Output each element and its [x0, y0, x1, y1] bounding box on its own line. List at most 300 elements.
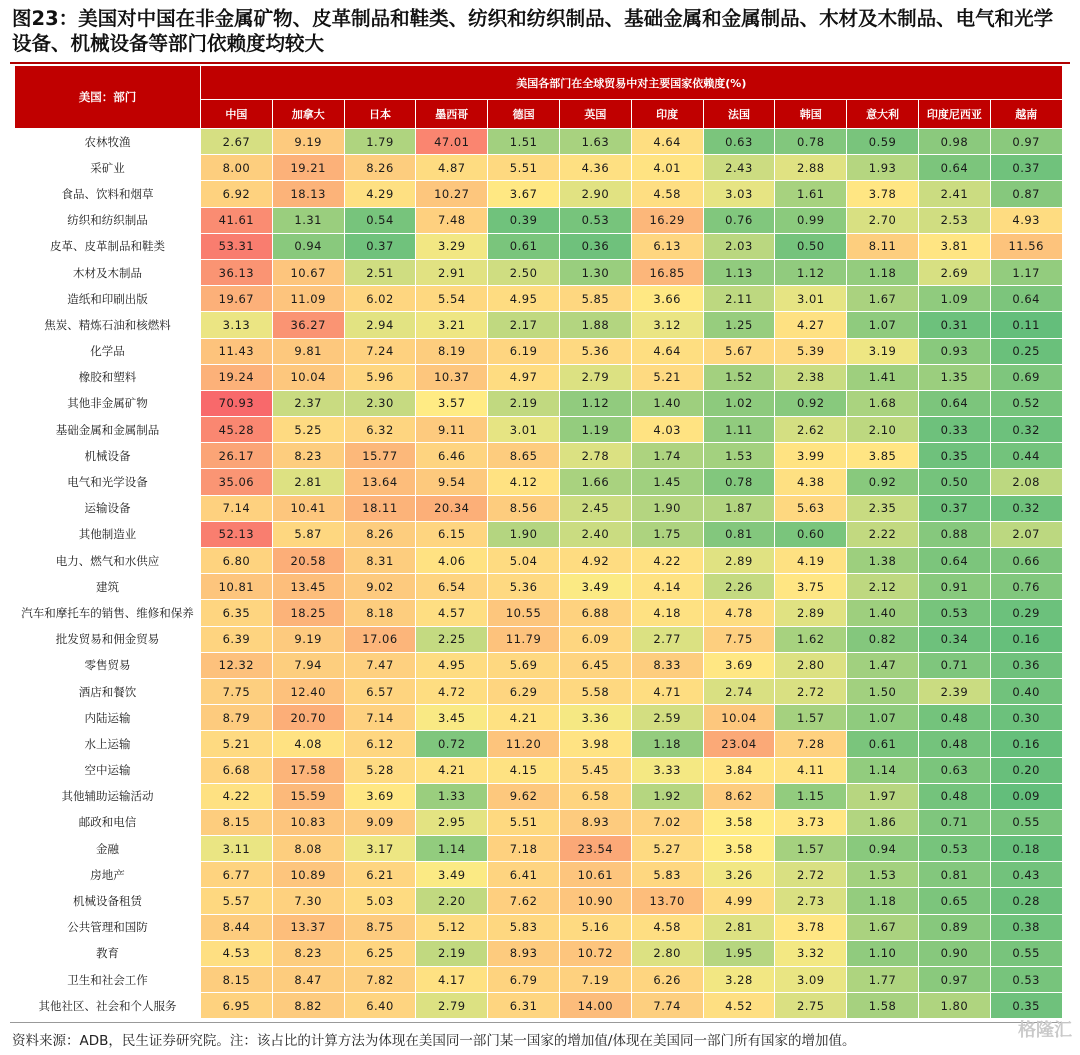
- table-row: [15, 993, 1063, 1019]
- heatmap-cell: 1.68: [847, 390, 919, 416]
- heatmap-cell: 23.04: [703, 731, 775, 757]
- heatmap-cell: 4.64: [631, 338, 703, 364]
- heatmap-cell: 4.95: [416, 652, 488, 678]
- heatmap-cell: 10.90: [559, 888, 631, 914]
- heatmap-cell: 1.18: [631, 731, 703, 757]
- heatmap-body: [15, 129, 1063, 1019]
- sector-label: 其他社区、社会和个人服务: [15, 993, 201, 1019]
- heatmap-cell: 0.63: [703, 129, 775, 155]
- heatmap-cell: 5.85: [559, 286, 631, 312]
- heatmap-cell: 5.03: [344, 888, 416, 914]
- heatmap-cell: 2.91: [416, 259, 488, 285]
- heatmap-cell: 0.64: [918, 548, 990, 574]
- title-divider: [10, 62, 1070, 64]
- heatmap-cell: 3.57: [416, 390, 488, 416]
- heatmap-cell: 0.48: [918, 705, 990, 731]
- heatmap-cell: 0.69: [990, 364, 1062, 390]
- heatmap-cell: 8.44: [201, 914, 273, 940]
- heatmap-cell: 0.64: [990, 286, 1062, 312]
- heatmap-cell: 8.93: [559, 809, 631, 835]
- sector-label: 电力、燃气和水供应: [15, 548, 201, 574]
- heatmap-cell: 1.52: [703, 364, 775, 390]
- heatmap-cell: 1.93: [847, 155, 919, 181]
- sector-label: 纺织和纺织制品: [15, 207, 201, 233]
- heatmap-cell: 4.27: [775, 312, 847, 338]
- heatmap-cell: 7.02: [631, 809, 703, 835]
- heatmap-cell: 2.77: [631, 626, 703, 652]
- table-row: [15, 443, 1063, 469]
- heatmap-cell: 5.69: [488, 652, 560, 678]
- sector-label: 橡胶和塑料: [15, 364, 201, 390]
- heatmap-cell: 5.83: [631, 862, 703, 888]
- heatmap-cell: 7.19: [559, 967, 631, 993]
- heatmap-cell: 36.13: [201, 259, 273, 285]
- heatmap-cell: 6.12: [344, 731, 416, 757]
- heatmap-cell: 10.04: [703, 705, 775, 731]
- heatmap-cell: 10.83: [272, 809, 344, 835]
- heatmap-cell: 3.49: [416, 862, 488, 888]
- heatmap-cell: 2.79: [416, 993, 488, 1019]
- table-row: [15, 914, 1063, 940]
- heatmap-cell: 0.78: [703, 469, 775, 495]
- sector-label: 空中运输: [15, 757, 201, 783]
- sector-label: 批发贸易和佣金贸易: [15, 626, 201, 652]
- table-row: [15, 469, 1063, 495]
- heatmap-cell: 0.66: [990, 548, 1062, 574]
- heatmap-cell: 6.68: [201, 757, 273, 783]
- table-row: [15, 940, 1063, 966]
- heatmap-cell: 3.81: [918, 233, 990, 259]
- heatmap-cell: 6.46: [416, 443, 488, 469]
- heatmap-cell: 4.29: [344, 181, 416, 207]
- heatmap-cell: 2.70: [847, 207, 919, 233]
- heatmap-cell: 14.00: [559, 993, 631, 1019]
- heatmap-cell: 41.61: [201, 207, 273, 233]
- heatmap-cell: 3.03: [703, 181, 775, 207]
- heatmap-cell: 6.41: [488, 862, 560, 888]
- heatmap-cell: 1.02: [703, 390, 775, 416]
- heatmap-cell: 8.75: [344, 914, 416, 940]
- heatmap-cell: 7.62: [488, 888, 560, 914]
- heatmap-cell: 5.83: [488, 914, 560, 940]
- heatmap-cell: 0.20: [990, 757, 1062, 783]
- heatmap-cell: 2.90: [559, 181, 631, 207]
- heatmap-cell: 4.15: [488, 757, 560, 783]
- heatmap-cell: 2.19: [488, 390, 560, 416]
- heatmap-cell: 52.13: [201, 521, 273, 547]
- heatmap-cell: 5.45: [559, 757, 631, 783]
- sector-label: 建筑: [15, 574, 201, 600]
- sector-header: 美国：部门: [15, 66, 201, 129]
- table-row: [15, 417, 1063, 443]
- heatmap-cell: 1.90: [488, 521, 560, 547]
- heatmap-cell: 0.48: [918, 783, 990, 809]
- heatmap-cell: 6.79: [488, 967, 560, 993]
- heatmap-cell: 0.11: [990, 312, 1062, 338]
- heatmap-cell: 1.47: [847, 652, 919, 678]
- heatmap-cell: 8.93: [488, 940, 560, 966]
- heatmap-cell: 1.92: [631, 783, 703, 809]
- heatmap-cell: 4.01: [631, 155, 703, 181]
- heatmap-cell: 0.71: [918, 652, 990, 678]
- heatmap-cell: 5.57: [201, 888, 273, 914]
- heatmap-cell: 4.53: [201, 940, 273, 966]
- heatmap-cell: 2.81: [703, 914, 775, 940]
- heatmap-cell: 10.41: [272, 495, 344, 521]
- heatmap-cell: 35.06: [201, 469, 273, 495]
- heatmap-cell: 3.49: [559, 574, 631, 600]
- heatmap-cell: 0.71: [918, 809, 990, 835]
- heatmap-cell: 2.26: [703, 574, 775, 600]
- heatmap-cell: 2.37: [272, 390, 344, 416]
- heatmap-cell: 0.59: [847, 129, 919, 155]
- heatmap-cell: 1.77: [847, 967, 919, 993]
- sector-label: 运输设备: [15, 495, 201, 521]
- heatmap-cell: 6.35: [201, 600, 273, 626]
- heatmap-cell: 3.26: [703, 862, 775, 888]
- heatmap-cell: 0.90: [918, 940, 990, 966]
- heatmap-cell: 4.18: [631, 600, 703, 626]
- sector-label: 汽车和摩托车的销售、维修和保养: [15, 600, 201, 626]
- heatmap-cell: 1.07: [847, 312, 919, 338]
- table-row: [15, 862, 1063, 888]
- heatmap-cell: 0.32: [990, 495, 1062, 521]
- heatmap-cell: 0.28: [990, 888, 1062, 914]
- heatmap-cell: 4.06: [416, 548, 488, 574]
- heatmap-cell: 0.55: [990, 809, 1062, 835]
- sector-label: 皮革、皮革制品和鞋类: [15, 233, 201, 259]
- heatmap-cell: 4.52: [703, 993, 775, 1019]
- heatmap-cell: 0.39: [488, 207, 560, 233]
- heatmap-cell: 1.13: [703, 259, 775, 285]
- heatmap-cell: 4.22: [631, 548, 703, 574]
- sector-label: 邮政和电信: [15, 809, 201, 835]
- heatmap-cell: 2.88: [775, 155, 847, 181]
- heatmap-cell: 5.16: [559, 914, 631, 940]
- heatmap-cell: 4.92: [559, 548, 631, 574]
- heatmap-cell: 6.29: [488, 678, 560, 704]
- heatmap-cell: 11.43: [201, 338, 273, 364]
- heatmap-cell: 3.58: [703, 809, 775, 835]
- heatmap-cell: 0.44: [990, 443, 1062, 469]
- sector-label: 其他辅助运输活动: [15, 783, 201, 809]
- heatmap-cell: 6.77: [201, 862, 273, 888]
- heatmap-cell: 1.87: [703, 495, 775, 521]
- heatmap-cell: 4.22: [201, 783, 273, 809]
- heatmap-cell: 0.81: [918, 862, 990, 888]
- heatmap-cell: 0.64: [918, 155, 990, 181]
- heatmap-cell: 2.10: [847, 417, 919, 443]
- heatmap-cell: 8.08: [272, 836, 344, 862]
- heatmap-cell: 0.33: [918, 417, 990, 443]
- heatmap-cell: 6.80: [201, 548, 273, 574]
- heatmap-cell: 0.93: [918, 338, 990, 364]
- heatmap-cell: 3.45: [416, 705, 488, 731]
- heatmap-cell: 1.14: [416, 836, 488, 862]
- heatmap-cell: 5.21: [631, 364, 703, 390]
- heatmap-cell: 1.90: [631, 495, 703, 521]
- heatmap-cell: 3.98: [559, 731, 631, 757]
- heatmap-cell: 6.26: [631, 967, 703, 993]
- heatmap-cell: 6.19: [488, 338, 560, 364]
- heatmap-cell: 1.17: [990, 259, 1062, 285]
- heatmap-cell: 5.36: [559, 338, 631, 364]
- heatmap-cell: 1.40: [631, 390, 703, 416]
- heatmap-cell: 3.36: [559, 705, 631, 731]
- heatmap-cell: 0.92: [775, 390, 847, 416]
- heatmap-cell: 1.14: [847, 757, 919, 783]
- heatmap-cell: 2.78: [559, 443, 631, 469]
- heatmap-cell: 10.72: [559, 940, 631, 966]
- heatmap-cell: 19.21: [272, 155, 344, 181]
- heatmap-cell: 15.59: [272, 783, 344, 809]
- heatmap-cell: 2.81: [272, 469, 344, 495]
- heatmap-cell: 0.50: [775, 233, 847, 259]
- heatmap-cell: 0.50: [918, 469, 990, 495]
- heatmap-cell: 9.62: [488, 783, 560, 809]
- table-row: [15, 181, 1063, 207]
- heatmap-cell: 2.79: [559, 364, 631, 390]
- heatmap-cell: 2.45: [559, 495, 631, 521]
- heatmap-cell: 6.45: [559, 652, 631, 678]
- heatmap-cell: 9.09: [344, 809, 416, 835]
- heatmap-cell: 5.21: [201, 731, 273, 757]
- heatmap-cell: 1.12: [559, 390, 631, 416]
- sector-label: 造纸和印刷出版: [15, 286, 201, 312]
- heatmap-cell: 9.54: [416, 469, 488, 495]
- heatmap-cell: 8.65: [488, 443, 560, 469]
- heatmap-cell: 4.14: [631, 574, 703, 600]
- heatmap-cell: 1.30: [559, 259, 631, 285]
- heatmap-cell: 53.31: [201, 233, 273, 259]
- table-row: [15, 678, 1063, 704]
- heatmap-cell: 3.73: [775, 809, 847, 835]
- heatmap-cell: 4.57: [416, 600, 488, 626]
- heatmap-cell: 8.31: [344, 548, 416, 574]
- heatmap-cell: 0.64: [918, 390, 990, 416]
- heatmap-cell: 0.99: [775, 207, 847, 233]
- heatmap-cell: 1.79: [344, 129, 416, 155]
- heatmap-cell: 1.15: [775, 783, 847, 809]
- heatmap-cell: 11.79: [488, 626, 560, 652]
- sector-label: 水上运输: [15, 731, 201, 757]
- heatmap-cell: 8.56: [488, 495, 560, 521]
- heatmap-cell: 10.27: [416, 181, 488, 207]
- heatmap-cell: 10.67: [272, 259, 344, 285]
- heatmap-cell: 1.12: [775, 259, 847, 285]
- heatmap-cell: 8.62: [703, 783, 775, 809]
- heatmap-cell: 2.72: [775, 678, 847, 704]
- heatmap-cell: 8.82: [272, 993, 344, 1019]
- heatmap-cell: 0.34: [918, 626, 990, 652]
- heatmap-cell: 6.88: [559, 600, 631, 626]
- country-header: 印度尼西亚: [918, 100, 990, 129]
- heatmap-cell: 10.81: [201, 574, 273, 600]
- heatmap-cell: 0.30: [990, 705, 1062, 731]
- heatmap-cell: 2.73: [775, 888, 847, 914]
- heatmap-cell: 2.51: [344, 259, 416, 285]
- heatmap-cell: 6.58: [559, 783, 631, 809]
- heatmap-cell: 1.86: [847, 809, 919, 835]
- heatmap-cell: 0.72: [416, 731, 488, 757]
- heatmap-cell: 3.21: [416, 312, 488, 338]
- heatmap-cell: 2.89: [775, 600, 847, 626]
- table-row: [15, 836, 1063, 862]
- heatmap-cell: 2.67: [201, 129, 273, 155]
- heatmap-cell: 5.39: [775, 338, 847, 364]
- heatmap-cell: 36.27: [272, 312, 344, 338]
- heatmap-cell: 1.58: [847, 993, 919, 1019]
- heatmap-cell: 2.72: [775, 862, 847, 888]
- sector-label: 内陆运输: [15, 705, 201, 731]
- heatmap-cell: 11.20: [488, 731, 560, 757]
- heatmap-cell: 9.02: [344, 574, 416, 600]
- heatmap-cell: 0.87: [990, 181, 1062, 207]
- heatmap-cell: 3.85: [847, 443, 919, 469]
- source-note: 资料来源：ADB，民生证券研究院。注：该占比的计算方法为体现在美国同一部门某一国家的增加值/体现在美国同一部门所有国家的增加值。: [12, 1033, 856, 1049]
- heatmap-cell: 1.07: [847, 705, 919, 731]
- heatmap-cell: 20.70: [272, 705, 344, 731]
- heatmap-cell: 1.63: [559, 129, 631, 155]
- heatmap-cell: 17.58: [272, 757, 344, 783]
- heatmap-cell: 2.40: [559, 521, 631, 547]
- heatmap-cell: 0.89: [918, 914, 990, 940]
- heatmap-cell: 0.81: [703, 521, 775, 547]
- sector-label: 木材及木制品: [15, 259, 201, 285]
- heatmap-cell: 4.99: [703, 888, 775, 914]
- heatmap-cell: 3.33: [631, 757, 703, 783]
- heatmap-cell: 6.02: [344, 286, 416, 312]
- country-header: 韩国: [775, 100, 847, 129]
- heatmap-cell: 1.66: [559, 469, 631, 495]
- heatmap-cell: 0.36: [990, 652, 1062, 678]
- sector-label: 机械设备: [15, 443, 201, 469]
- heatmap-cell: 2.35: [847, 495, 919, 521]
- heatmap-cell: 3.69: [703, 652, 775, 678]
- watermark-logo: 格隆汇: [1018, 1020, 1072, 1041]
- table-row: [15, 705, 1063, 731]
- heatmap-cell: 10.55: [488, 600, 560, 626]
- heatmap-cell: 0.29: [990, 600, 1062, 626]
- heatmap-cell: 1.61: [775, 181, 847, 207]
- country-header: 墨西哥: [416, 100, 488, 129]
- heatmap-cell: 5.04: [488, 548, 560, 574]
- heatmap-cell: 3.19: [847, 338, 919, 364]
- heatmap-cell: 0.53: [918, 836, 990, 862]
- sector-label: 酒店和餐饮: [15, 678, 201, 704]
- heatmap-cell: 8.26: [344, 155, 416, 181]
- country-header: 中国: [201, 100, 273, 129]
- sector-label: 金融: [15, 836, 201, 862]
- heatmap-cell: 10.61: [559, 862, 631, 888]
- heatmap-cell: 0.48: [918, 731, 990, 757]
- heatmap-cell: 23.54: [559, 836, 631, 862]
- heatmap-cell: 1.67: [847, 286, 919, 312]
- heatmap-cell: 4.03: [631, 417, 703, 443]
- heatmap-cell: 4.08: [272, 731, 344, 757]
- heatmap-cell: 0.91: [918, 574, 990, 600]
- heatmap-cell: 9.19: [272, 626, 344, 652]
- heatmap-cell: 1.33: [416, 783, 488, 809]
- heatmap-cell: 3.78: [847, 181, 919, 207]
- heatmap-cell: 4.11: [775, 757, 847, 783]
- heatmap-cell: 0.43: [990, 862, 1062, 888]
- table-row: [15, 783, 1063, 809]
- heatmap-cell: 13.64: [344, 469, 416, 495]
- heatmap-cell: 0.35: [918, 443, 990, 469]
- heatmap-cell: 12.40: [272, 678, 344, 704]
- heatmap-cell: 8.00: [201, 155, 273, 181]
- heatmap-cell: 3.58: [703, 836, 775, 862]
- heatmap-cell: 2.38: [775, 364, 847, 390]
- heatmap-cell: 2.17: [488, 312, 560, 338]
- heatmap-cell: 3.01: [775, 286, 847, 312]
- heatmap-cell: 0.94: [272, 233, 344, 259]
- heatmap-cell: 70.93: [201, 390, 273, 416]
- heatmap-cell: 0.55: [990, 940, 1062, 966]
- heatmap-cell: 7.18: [488, 836, 560, 862]
- heatmap-cell: 3.66: [631, 286, 703, 312]
- table-row: [15, 521, 1063, 547]
- heatmap-cell: 10.04: [272, 364, 344, 390]
- heatmap-cell: 1.74: [631, 443, 703, 469]
- heatmap-cell: 19.24: [201, 364, 273, 390]
- heatmap-cell: 2.43: [703, 155, 775, 181]
- heatmap-cell: 2.74: [703, 678, 775, 704]
- heatmap-cell: 15.77: [344, 443, 416, 469]
- heatmap-cell: 1.62: [775, 626, 847, 652]
- heatmap-cell: 1.75: [631, 521, 703, 547]
- heatmap-cell: 0.76: [703, 207, 775, 233]
- heatmap-cell: 0.82: [847, 626, 919, 652]
- country-header: 日本: [344, 100, 416, 129]
- heatmap-cell: 0.97: [990, 129, 1062, 155]
- heatmap-cell: 1.57: [775, 836, 847, 862]
- heatmap-cell: 7.82: [344, 967, 416, 993]
- heatmap-cell: 3.17: [344, 836, 416, 862]
- heatmap-cell: 2.50: [488, 259, 560, 285]
- sector-label: 其他非金属矿物: [15, 390, 201, 416]
- heatmap-cell: 4.19: [775, 548, 847, 574]
- table-row: [15, 207, 1063, 233]
- heatmap-cell: 1.19: [559, 417, 631, 443]
- table-row: [15, 155, 1063, 181]
- heatmap-cell: 0.52: [990, 390, 1062, 416]
- heatmap-cell: 1.51: [488, 129, 560, 155]
- heatmap-cell: 1.97: [847, 783, 919, 809]
- heatmap-cell: 3.67: [488, 181, 560, 207]
- heatmap-cell: 1.09: [918, 286, 990, 312]
- country-header: 加拿大: [272, 100, 344, 129]
- table-row: [15, 390, 1063, 416]
- heatmap-cell: 13.37: [272, 914, 344, 940]
- heatmap-cell: 0.78: [775, 129, 847, 155]
- table-row: [15, 626, 1063, 652]
- heatmap-cell: 3.69: [344, 783, 416, 809]
- sector-label: 公共管理和国防: [15, 914, 201, 940]
- heatmap-cell: 7.74: [631, 993, 703, 1019]
- heatmap-cell: 3.09: [775, 967, 847, 993]
- heatmap-cell: 7.47: [344, 652, 416, 678]
- sector-label: 农林牧渔: [15, 129, 201, 155]
- heatmap-cell: 1.67: [847, 914, 919, 940]
- heatmap-cell: 16.29: [631, 207, 703, 233]
- heatmap-cell: 4.87: [416, 155, 488, 181]
- heatmap-cell: 4.93: [990, 207, 1062, 233]
- heatmap-cell: 5.27: [631, 836, 703, 862]
- heatmap-cell: 2.03: [703, 233, 775, 259]
- heatmap-cell: 0.88: [918, 521, 990, 547]
